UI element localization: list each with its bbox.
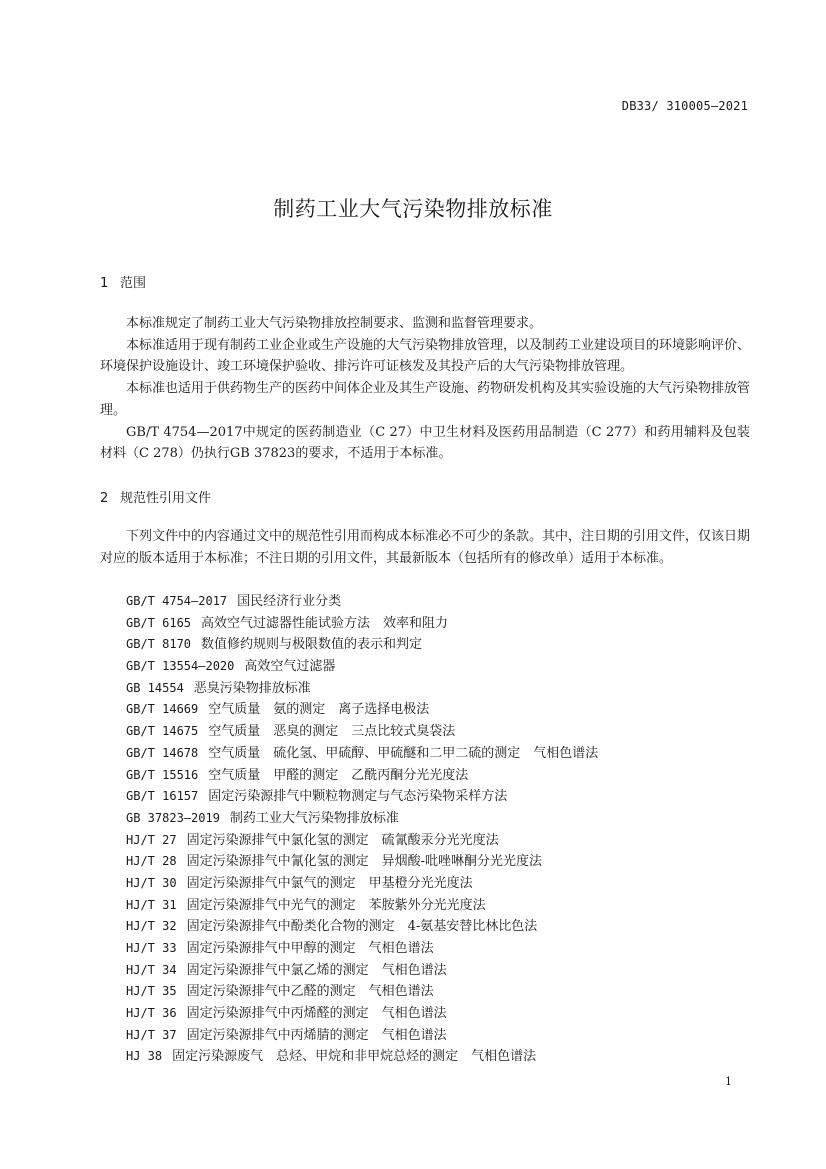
reference-title: 固定污染源排气中氯气的测定 甲基橙分光光度法 <box>186 875 473 891</box>
reference-code: HJ/T 33 <box>126 941 177 955</box>
reference-title: 固定污染源排气中氰化氢的测定 异烟酸-吡唑啉酮分光光度法 <box>186 854 542 870</box>
reference-item <box>126 613 750 635</box>
reference-item <box>126 1003 750 1025</box>
reference-code: HJ/T 34 <box>126 962 177 977</box>
section-number: 2 <box>100 491 109 506</box>
reference-code: HJ/T 31 <box>126 897 177 912</box>
paragraph: 本标准适用于现有制药工业企业或生产设施的大气污染物排放管理，以及制药工业建设项目的环境影响评价、环境保护设施设计、竣工环境保护验收、排污许可证核发及其投产后的大气污染物排放管理。 <box>100 337 751 375</box>
reference-item <box>126 895 750 917</box>
section-title: 规范性引用文件 <box>120 491 212 506</box>
reference-item <box>126 678 750 700</box>
paragraph: 本标准也适用于供药物生产的医药中间体企业及其生产设施、药物研发机构及其实验设施的大气污染物排放管理。 <box>100 381 751 418</box>
reference-title: 制药工业大气污染物排放标准 <box>229 810 399 826</box>
reference-title: 数值修约规则与极限数值的表示和判定 <box>201 637 423 653</box>
reference-item <box>126 743 750 765</box>
reference-title: 固定污染源排气中丙烯醛的测定 气相色谱法 <box>186 1006 447 1022</box>
reference-title: 固定污染源废气 总烃、甲烷和非甲烷总烃的测定 气相色谱法 <box>172 1049 537 1065</box>
reference-item <box>126 851 750 873</box>
reference-item <box>126 808 750 830</box>
reference-title: 固定污染源排气中酚类化合物的测定 4-氨基安替比林比色法 <box>186 919 538 935</box>
reference-code: HJ/T 27 <box>126 832 177 847</box>
paragraph: GB/T 4754—2017中规定的医药制造业（C 27）中卫生材料及医药用品制造（C 277）和药用辅料及包装材料（C 278）仍执行GB 37823的要求，不适用于本标准。 <box>100 424 750 462</box>
section-heading-normative-references <box>100 487 211 506</box>
reference-code: HJ/T 30 <box>126 875 177 890</box>
reference-item <box>126 656 750 678</box>
reference-title: 固定污染源排气中氯化氢的测定 硫氰酸汞分光光度法 <box>186 832 499 848</box>
reference-title: 高效空气过滤器性能试验方法 效率和阻力 <box>201 615 449 631</box>
reference-code: GB/T 6165 <box>126 615 192 630</box>
reference-title: 固定污染源排气中丙烯腈的测定 气相色谱法 <box>186 1027 447 1043</box>
reference-code: GB 37823—2019 <box>126 810 220 825</box>
reference-title: 空气质量 硫化氢、甲硫醇、甲硫醚和二甲二硫的测定 气相色谱法 <box>208 745 599 761</box>
reference-title: 空气质量 甲醛的测定 乙酰丙酮分光光度法 <box>208 767 469 783</box>
reference-item <box>126 938 750 960</box>
reference-item <box>126 786 750 808</box>
reference-code: GB/T 14678 <box>126 745 199 760</box>
reference-item <box>126 699 750 721</box>
reference-title: 恶臭污染物排放标准 <box>193 680 311 696</box>
reference-item <box>126 634 750 656</box>
reference-item <box>126 1046 750 1068</box>
reference-code: GB/T 13554—2020 <box>126 659 235 674</box>
reference-code: HJ/T 37 <box>126 1027 177 1042</box>
reference-title: 固定污染源排气中光气的测定 苯胺紫外分光光度法 <box>186 897 486 913</box>
reference-item <box>126 765 750 787</box>
reference-title: 高效空气过滤器 <box>244 659 336 675</box>
section-heading-scope <box>100 272 146 291</box>
reference-code: HJ/T 32 <box>126 919 177 934</box>
reference-item <box>126 873 750 895</box>
reference-item <box>126 981 750 1003</box>
reference-code: GB/T 14675 <box>126 724 199 739</box>
reference-title: 空气质量 恶臭的测定 三点比较式臭袋法 <box>208 724 456 740</box>
reference-title: 固定污染源排气中乙醛的测定 气相色谱法 <box>186 984 434 1000</box>
reference-code: GB/T 8170 <box>126 637 192 652</box>
reference-list <box>126 591 750 1068</box>
reference-code: GB/T 15516 <box>126 767 199 782</box>
reference-code: HJ/T 35 <box>126 984 177 999</box>
reference-title: 固定污染源排气中甲醇的测定 气相色谱法 <box>186 941 434 956</box>
document-title: 制药工业大气污染物排放标准 <box>273 197 553 221</box>
reference-item <box>126 1025 750 1047</box>
reference-title: 固定污染源排气中氯乙烯的测定 气相色谱法 <box>186 962 447 978</box>
section-number: 1 <box>100 276 109 291</box>
reference-code: GB/T 14669 <box>126 702 199 717</box>
reference-code: GB/T 16157 <box>126 789 199 804</box>
reference-code: GB 14554 <box>126 680 184 695</box>
reference-code: HJ 38 <box>126 1049 163 1064</box>
reference-item <box>126 591 750 613</box>
reference-title: 国民经济行业分类 <box>237 594 342 609</box>
paragraph: 本标准规定了制药工业大气污染物排放控制要求、监测和监督管理要求。 <box>126 316 543 331</box>
reference-item <box>126 721 750 743</box>
reference-code: GB/T 4754—2017 <box>126 594 228 608</box>
paragraph: 下列文件中的内容通过文中的规范性引用而构成本标准必不可少的条款。其中，注日期的引用文件，仅该日期对应的版本适用于本标准；不注日期的引用文件，其最新版本（包括所有的修改单）适用于本标准。 <box>100 529 751 566</box>
reference-title: 空气质量 氨的测定 离子选择电极法 <box>208 702 430 718</box>
section-references-body <box>100 526 750 569</box>
reference-item <box>126 916 750 938</box>
reference-item <box>126 960 750 982</box>
section-title: 范围 <box>120 276 147 291</box>
reference-item <box>126 830 750 852</box>
reference-code: HJ/T 36 <box>126 1006 177 1021</box>
reference-code: HJ/T 28 <box>126 854 177 869</box>
page-number: 1 <box>725 1075 732 1088</box>
reference-title: 固定污染源排气中颗粒物测定与气态污染物采样方法 <box>208 789 508 805</box>
document-code: DB33/ 310005—2021 <box>621 99 748 113</box>
section-scope-body <box>100 313 750 465</box>
